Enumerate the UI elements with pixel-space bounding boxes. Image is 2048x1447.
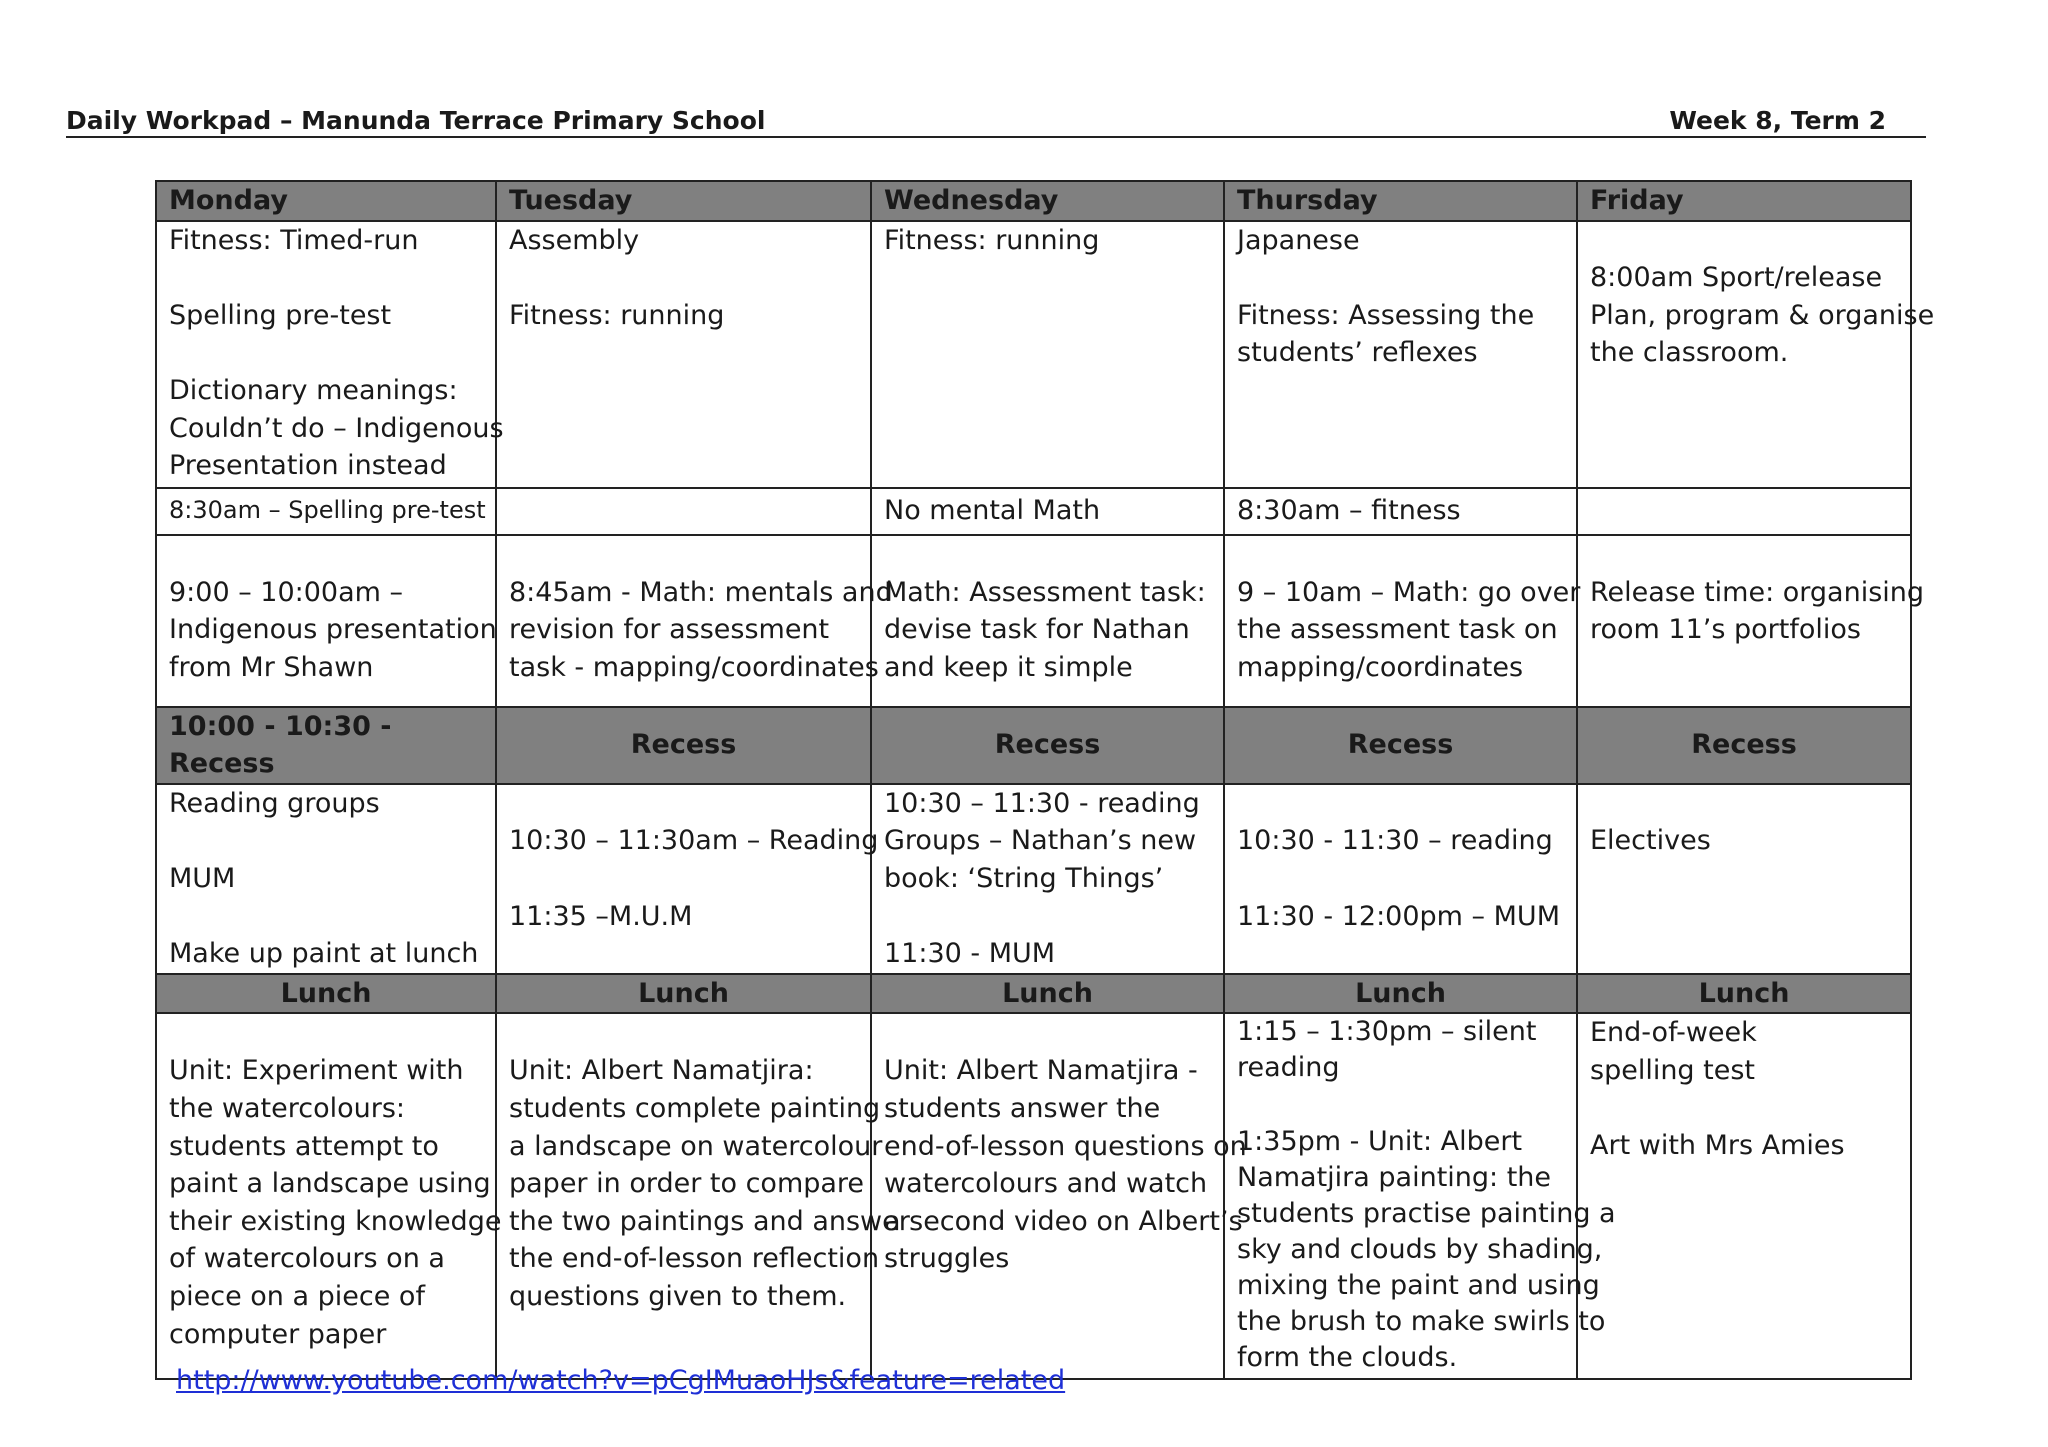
cell-line: Dictionary meanings:: [169, 374, 458, 406]
cell-thursday-math: [1224, 535, 1581, 707]
cell-line: a landscape on watercolour: [509, 1130, 883, 1162]
cell-line: [884, 898, 1211, 936]
day-header-thursday: Thursday: [1224, 181, 1577, 221]
cell-line: their existing knowledge: [169, 1205, 502, 1237]
cell-line: Spelling pre-test: [169, 299, 392, 331]
cell-line: book: ‘String Things’: [884, 862, 1164, 894]
recess-friday: Recess: [1577, 707, 1911, 784]
page-header: [66, 106, 1926, 138]
cell-friday-math: [1577, 535, 1925, 707]
cell-line: Reading groups: [169, 787, 380, 819]
cell-friday-morning: [1577, 221, 1935, 488]
cell-line: 11:35 –M.U.M: [509, 900, 693, 932]
lunch-wednesday: Lunch: [871, 974, 1224, 1014]
cell-line: the classroom.: [1590, 337, 1789, 369]
recess-thursday: Recess: [1224, 707, 1577, 784]
afternoon-row: [156, 1013, 1911, 1379]
cell-monday-reading: [156, 784, 496, 974]
cell-line: [1237, 785, 1564, 823]
cell-line: computer paper: [169, 1318, 387, 1350]
early-slot-row: [156, 488, 1911, 535]
day-header-friday: Friday: [1577, 181, 1911, 221]
cell-tuesday-morning: [496, 221, 871, 488]
cell-line: spelling test: [1590, 1054, 1756, 1086]
cell-line: 8:45am - Math: mentals and: [509, 576, 893, 608]
cell-line: Couldn’t do – Indigenous: [169, 412, 504, 444]
cell-line: Plan, program & organise: [1590, 299, 1935, 331]
cell-line: [169, 259, 483, 297]
math-row: [156, 535, 1911, 707]
cell-line: Namatjira painting: the: [1237, 1161, 1552, 1193]
cell-line: the watercolours:: [169, 1092, 405, 1124]
cell-line: 11:30 - MUM: [884, 938, 1056, 970]
cell-tuesday-afternoon: [496, 1013, 910, 1379]
cell-friday-early: [1577, 488, 1911, 535]
cell-line: and keep it simple: [884, 651, 1133, 683]
cell-line: revision for assessment: [509, 614, 830, 646]
lunch-row: [156, 974, 1911, 1014]
cell-line: Groups – Nathan’s new: [884, 825, 1197, 857]
cell-line: [1237, 860, 1564, 898]
cell-line: 10:30 - 11:30 – reading: [1237, 825, 1553, 857]
cell-thursday-early: 8:30am – fitness: [1224, 488, 1577, 535]
cell-wednesday-reading: [871, 784, 1224, 974]
cell-thursday-reading: [1224, 784, 1577, 974]
recess-tuesday: Recess: [496, 707, 871, 784]
cell-line: 9 – 10am – Math: go over: [1237, 576, 1581, 608]
cell-line: [1237, 259, 1564, 297]
cell-line: devise task for Nathan: [884, 614, 1190, 646]
cell-line: [509, 785, 858, 823]
lunch-friday: Lunch: [1577, 974, 1911, 1014]
cell-monday-math: [156, 535, 496, 707]
cell-wednesday-math: [871, 535, 1224, 707]
cell-friday-reading: [1577, 784, 1911, 974]
recess-monday: 10:00 - 10:30 - Recess: [156, 707, 496, 784]
day-header-wednesday: Wednesday: [871, 181, 1224, 221]
cell-tuesday-math: [496, 535, 893, 707]
cell-line: Math: Assessment task:: [884, 576, 1206, 608]
reading-row: [156, 784, 1911, 974]
cell-line: 11:30 - 12:00pm – MUM: [1237, 900, 1560, 932]
cell-line: mixing the paint and using: [1237, 1269, 1600, 1301]
cell-line: [169, 822, 483, 860]
day-header-row: [156, 181, 1911, 221]
cell-line: students complete painting: [509, 1092, 881, 1124]
cell-line: a second video on Albert’s: [884, 1205, 1243, 1237]
cell-line: students’ reflexes: [1237, 337, 1478, 369]
day-header-tuesday: Tuesday: [496, 181, 871, 221]
cell-line: [509, 860, 858, 898]
cell-line: of watercolours on a: [169, 1243, 445, 1275]
cell-line: from Mr Shawn: [169, 651, 374, 683]
cell-line: students attempt to: [169, 1130, 439, 1162]
workpad-table: [155, 180, 1935, 1380]
cell-line: Release time: organising: [1590, 576, 1925, 608]
cell-monday-afternoon: [156, 1013, 502, 1379]
cell-line: the assessment task on: [1237, 614, 1558, 646]
cell-wednesday-morning: [871, 221, 1224, 488]
cell-line: the two paintings and answer: [509, 1205, 910, 1237]
cell-line: Fitness: Timed-run: [169, 224, 419, 256]
youtube-video-link[interactable]: http://www.youtube.com/watch?v=pCgIMuaoHJs&feature=related: [176, 1365, 1066, 1396]
cell-line: [509, 259, 858, 297]
cell-line: paint a landscape using: [169, 1168, 491, 1200]
cell-line: the brush to make swirls to: [1237, 1305, 1606, 1337]
cell-line: Presentation instead: [169, 450, 447, 482]
cell-line: [169, 898, 483, 936]
cell-line: Indigenous presentation: [169, 614, 497, 646]
cell-line: task - mapping/coordinates: [509, 651, 879, 683]
cell-line: 1:35pm - Unit: Albert: [1237, 1125, 1523, 1157]
lunch-tuesday: Lunch: [496, 974, 871, 1014]
cell-line: watercolours and watch: [884, 1168, 1208, 1200]
cell-line: End-of-week: [1590, 1017, 1757, 1049]
cell-line: Fitness: Assessing the: [1237, 299, 1535, 331]
cell-line: 10:30 – 11:30am – Reading: [509, 825, 879, 857]
cell-line: mapping/coordinates: [1237, 651, 1524, 683]
cell-line: the end-of-lesson reflection: [509, 1243, 880, 1275]
cell-line: Fitness: running: [884, 224, 1100, 256]
cell-line: Unit: Albert Namatjira -: [884, 1055, 1198, 1087]
cell-line: [1237, 1086, 1564, 1124]
cell-line: Assembly: [509, 224, 640, 256]
cell-wednesday-early: No mental Math: [871, 488, 1224, 535]
lunch-monday: Lunch: [156, 974, 496, 1014]
cell-line: [169, 334, 483, 372]
cell-line: [1590, 785, 1898, 823]
cell-wednesday-afternoon: [871, 1013, 1247, 1379]
cell-line: Japanese: [1237, 224, 1360, 256]
cell-line: room 11’s portfolios: [1590, 614, 1861, 646]
cell-line: paper in order to compare: [509, 1168, 865, 1200]
cell-line: end-of-lesson questions on: [884, 1130, 1247, 1162]
cell-line: Unit: Experiment with: [169, 1055, 464, 1087]
cell-line: piece on a piece of: [169, 1280, 425, 1312]
recess-row: [156, 707, 1911, 784]
cell-line: form the clouds.: [1237, 1341, 1458, 1373]
cell-line: struggles: [884, 1243, 1010, 1275]
cell-line: 1:15 – 1:30pm – silent: [1237, 1016, 1537, 1048]
cell-line: questions given to them.: [509, 1280, 847, 1312]
document-title: Daily Workpad – Manunda Terrace Primary School: [66, 106, 766, 135]
cell-line: [1590, 222, 1898, 260]
cell-line: Fitness: running: [509, 299, 725, 331]
cell-monday-early: 8:30am – Spelling pre-test: [156, 488, 496, 535]
lunch-thursday: Lunch: [1224, 974, 1577, 1014]
cell-line: Unit: Albert Namatjira:: [509, 1055, 814, 1087]
cell-monday-morning: [156, 221, 504, 488]
week-term-label: Week 8, Term 2: [1669, 106, 1886, 135]
cell-line: 10:30 – 11:30 - reading: [884, 787, 1200, 819]
cell-line: reading: [1237, 1052, 1340, 1084]
cell-tuesday-reading: [496, 784, 879, 974]
cell-thursday-morning: [1224, 221, 1577, 488]
cell-line: Electives: [1590, 825, 1711, 857]
recess-wednesday: Recess: [871, 707, 1224, 784]
cell-line: sky and clouds by shading,: [1237, 1233, 1603, 1265]
cell-line: [1590, 1090, 1898, 1128]
cell-friday-afternoon: [1577, 1013, 1911, 1379]
cell-line: students practise painting a: [1237, 1197, 1616, 1229]
cell-line: Make up paint at lunch: [169, 938, 479, 970]
cell-line: Art with Mrs Amies: [1590, 1130, 1845, 1162]
cell-line: 9:00 – 10:00am –: [169, 576, 404, 608]
morning-row: [156, 221, 1911, 488]
cell-thursday-afternoon: [1224, 1013, 1616, 1379]
cell-tuesday-early: [496, 488, 871, 535]
cell-line: students answer the: [884, 1092, 1161, 1124]
cell-line: 8:00am Sport/release: [1590, 262, 1883, 294]
cell-line: MUM: [169, 862, 236, 894]
day-header-monday: Monday: [156, 181, 496, 221]
